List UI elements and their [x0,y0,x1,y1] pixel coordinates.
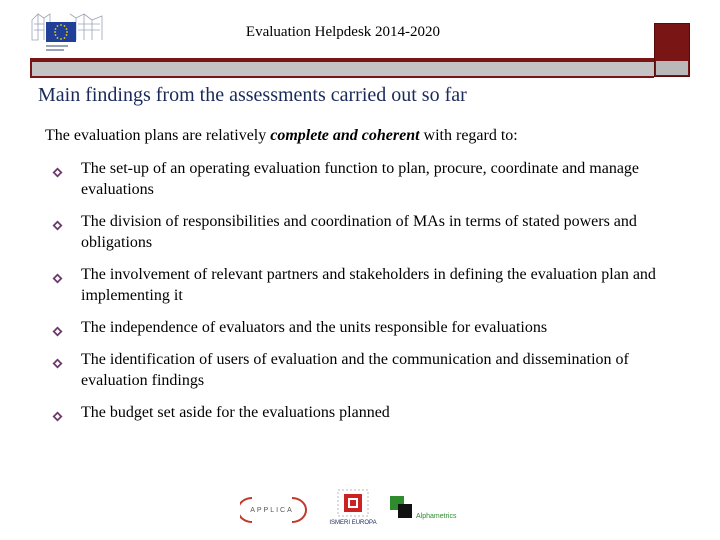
list-item-text: The independence of evaluators and the units responsible for evaluations [81,319,548,336]
svg-text:ISMERI EUROPA: ISMERI EUROPA [329,520,377,526]
partner-logos [240,488,480,528]
list-item [52,211,692,253]
list-item [52,317,692,338]
diamond-bullet-icon [52,269,63,280]
svg-text:APPLICA: APPLICA [250,507,294,514]
list-item [52,402,692,423]
header-title: Evaluation Helpdesk 2014-2020 [245,24,441,40]
intro-emphasis: complete and coherent [270,127,420,144]
alphametrics-logo [390,496,457,520]
diamond-bullet-icon [52,354,63,365]
diamond-bullet-icon [52,163,63,174]
diamond-bullet-icon [52,216,63,227]
list-item-text: The identification of users of evaluation and the communication and dissemination of evaluation findings [81,351,629,389]
list-item [52,158,692,200]
intro-text [45,126,518,146]
header-banner [30,58,654,78]
intro-before: The evaluation plans are relatively [45,127,271,144]
diamond-bullet-icon [52,322,63,333]
diamond-bullet-icon [52,407,63,418]
list-item [52,349,692,391]
list-item [52,264,692,306]
intro-after: with regard to: [419,127,518,144]
applica-logo [240,498,306,522]
svg-text:Alphametrics: Alphametrics [416,513,457,520]
list-item-text: The involvement of relevant partners and stakeholders in defining the evaluation plan and implementing it [81,266,656,304]
ismeri-europa-logo [329,490,376,526]
list-item-text: The division of responsibilities and coordination of MAs in terms of stated powers and obligations [81,213,637,251]
page-heading: Main findings from the assessments carried out so far [38,84,467,106]
banner-grey-strip [32,62,654,76]
corner-decoration [654,23,690,77]
corner-grey-strip [656,61,688,75]
findings-list [52,158,692,423]
list-item-text: The budget set aside for the evaluations planned [81,404,390,421]
list-item-text: The set-up of an operating evaluation function to plan, procure, coordinate and manage evaluations [81,160,640,198]
